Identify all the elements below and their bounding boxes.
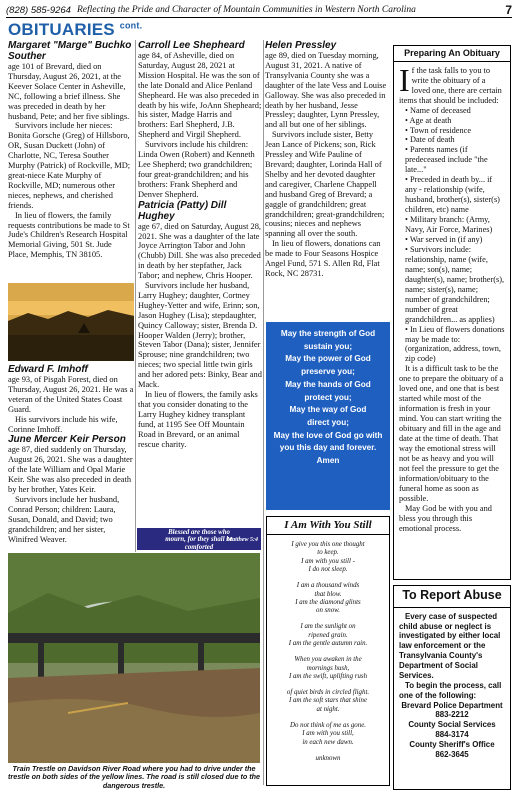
list-item: • Parents names (if predeceased include "the late..." <box>405 145 505 175</box>
list-item: • Military branch: (Army, Navy, Air Force, Marines) <box>405 215 505 235</box>
obituary-text: In lieu of flowers, the family requests contributions be made to St Jude's Children's Research Hospital Memorial Giving, 501 St. Jude Place, Memphis, TN 38105. <box>8 210 130 260</box>
contact-name: Brevard Police Department <box>401 700 503 710</box>
poem-box <box>266 516 390 786</box>
obituary-text: age 93, of Pisgah Forest, died on Thursday, August 26, 2021. He was a veteran of the United States Coast Guard. <box>8 375 134 414</box>
preparing-text: May God be with you and bless you through this emotional process. <box>399 503 492 533</box>
list-item: • Name of deceased <box>405 106 505 116</box>
blessing-box: May the strength of God sustain you; May the power of God preserve you; May the hands of God protect you; May the way of God direct you; May the love of God go with you this day and forever. Amen <box>266 322 390 510</box>
poem-stanza: I am a thousand winds that blow. I am the diamond glints on snow. <box>295 582 361 615</box>
preparing-title: Preparing An Obituary <box>394 46 510 62</box>
obituary-text: His survivors include his wife, Corinne Imhoff. <box>8 414 118 434</box>
abuse-text: To begin the process, call one of the following: <box>399 680 502 700</box>
header-tagline: Reflecting the Pride and Character of Mountain Communities in Western North Carolina <box>76 5 416 15</box>
page-number: 7 <box>505 3 512 17</box>
abuse-text: Every case of suspected child abuse or neglect is investigated by either local law enforcement or the Transylvania County's Department of Social Services. <box>399 611 501 680</box>
obituary-text: age 89, died on Tuesday morning, August 31, 2021. A native of Transylvania County she was a daughter of the late Vess and Louise Galloway. She was also preceded in death by her husband, Jesse Pressley; daughter, Lynn Pressley, and all but one of her siblings. <box>265 51 387 130</box>
preparing-text: It is a difficult task to be the one to prepare the obituary of a loved one, and one that is best started while most of the information is fresh in your mind. You can start writing the obituary and fill in the age and date at the time of death. That way the emotional stress will not be as heavy and you will not feel the pressure to get the information/obituary to the funeral home as soon as possible. <box>399 364 504 503</box>
obituary-text: age 84, of Asheville, died on Saturday, August 28, 2021 at Mission Hospital. He was the son of the late Donald and Alice Penland Shepheard. He was also preceded in death by his wife, JoAnn Shepheard; his sister, Madge Harris and brothers: Earl Shepherd, J.B. Shepherd and Virgil Shepherd. <box>138 51 262 140</box>
scripture-banner: Blessed are those who mourn, for they shall be comforted Matthew 5:4 <box>137 528 261 550</box>
list-item: • Survivors include: relationship, name (wife, name; son(s), name; daughter(s), name; brother(s), name; sister(s), name; number of grandchildren; number of great grandchildren... as applies) <box>405 245 505 325</box>
obituary-text: age 67, died on Saturday, August 28, 2021. She was a daughter of the late Joyce Arrington Tabor and John (Chubb) Dill. She was also preceded in death by her stepfather, Jack Tabor; and nephew, Chris Hooper. <box>138 221 261 281</box>
poem-title: I Am With You Still <box>267 517 389 535</box>
obituary-text: In lieu of flowers, the family asks that you consider donating to the Larry Hughey kidney transplant fund, at 1195 See Off Mountain Road in Brevard, or an animal rescue charity. <box>138 390 258 449</box>
list-item: • Date of death <box>405 135 505 145</box>
obituary-text: Survivors include her nieces: Bonita Gorsche (Greg) of Hillsboro, OR, Susan Duckett (John) of Charlotte, NC, Teresa Souther Murphy (Patrick) of Rockville, MD; great-niece Kate Murphy of Rockville, MD; numerous other nieces, nephews, and cherished friends. <box>8 121 131 210</box>
obituary-name: Helen Pressley <box>265 40 337 51</box>
contact-phone: 862-3645 <box>435 749 469 759</box>
contact-name: County Social Services <box>408 720 496 730</box>
contact-phone: 884-3174 <box>435 730 469 740</box>
photo-caption: Train Trestle on Davidson River Road where you had to drive under the trestle on both sides of the yellow lines. The road is still closed due to the dangerous trestle. <box>8 764 261 790</box>
obituary-name: Patricia (Patty) Dill Hughey <box>138 199 227 222</box>
report-abuse-title: To Report Abuse <box>394 586 510 608</box>
contact-name: County Sheriff's Office <box>409 740 495 749</box>
poem-stanza: I am the sunlight on ripened grain. I am the gentle autumn rain. <box>288 623 368 647</box>
list-item: • In Lieu of flowers donations may be made to: (organization, address, town, zip code) <box>405 325 505 365</box>
header-phone: (828) 585-9264 <box>6 4 71 16</box>
poem-stanza: of quiet birds in circled flight. I am the soft stars that shine at night. <box>286 689 370 713</box>
poem-stanza: When you awaken in the mornings hush, I am the swift, uplifting rush <box>288 656 368 680</box>
obituary-text: age 87, died suddenly on Thursday, August 26, 2021. She was a daughter of the late William and Opal Marie Keir. She was also preceded in death by her brother, Yates Keir. <box>8 445 133 495</box>
list-item: • War served in (if any) <box>405 235 505 245</box>
poem-stanza: I give you this one thought to keep. I am with you still - I do not sleep. <box>291 541 365 574</box>
train-trestle-photo <box>8 553 260 763</box>
report-abuse-box <box>393 585 511 790</box>
scripture-reference: Matthew 5:4 <box>226 536 258 543</box>
poem-stanza: Do not think of me as gone. I am with you still, in each new dawn. <box>290 721 366 746</box>
obituary-text: In lieu of flowers, donations can be made to Four Seasons Hospice Angel Fund, 571 S. Allen Rd, Flat Rock, NC 28731. <box>265 239 381 278</box>
column-2 <box>138 40 262 449</box>
obituary-name: Edward F. Imhoff <box>8 364 88 375</box>
obituary-name: Carroll Lee Shepheard <box>138 40 245 51</box>
list-item: • Preceded in death by... if any - relationship (wife, husband, brother(s), sister(s) children, etc) name <box>405 175 505 215</box>
obituary-name: Margaret "Marge" Buchko Souther <box>8 40 132 62</box>
header-rule <box>6 17 512 18</box>
obituary-text: Survivors include her husband, Conrad Person; children: Laura, Susan, Donald, and David; two grandchildren; and her sister, Winifred Weaver. <box>8 494 120 544</box>
obituary-text: Survivors include his children: Linda Owen (Robert) and Kenneth Lee Shepherd; two grandchildren; four great-grandchildren; and his brothers: Frank Shepherd and Denver Shepherd. <box>138 140 255 199</box>
list-item: • Age at death <box>405 116 505 126</box>
obituary-name: June Mercer Keir Person <box>8 434 126 446</box>
column-divider <box>135 40 136 552</box>
column-3 <box>265 40 389 279</box>
list-item: • Town of residence <box>405 126 505 136</box>
preparing-obituary-box <box>393 45 511 580</box>
column-1-lower <box>8 364 134 545</box>
obituary-text: Survivors include sister, Betty Jean Lance of Pickens; son, Rick Pressley and Wife Pauline of Brevard; daughter, Lorinda Hall of Shelby and her devoted daughter and caregiver, Charlene Chappell and husband Greg of Brevard; a gaggle of grandchildren; great grandchildren; great-grandchildren; cousins; nieces and nephews spanning all over the south. <box>265 130 385 239</box>
landscape-photo <box>8 283 134 361</box>
obituary-items-list <box>399 106 505 365</box>
column-divider <box>263 40 264 785</box>
obituary-text: Survivors include her husband, Larry Hughey; daughter, Cortney Hughey-Yetter and wife, Erinn; son, Jason Hughey (Lisa); stepdaughter, Quincy Calloway; sister, Brenda D. Hooper Walden (Jerry); brother, Steven Tabor (Dana); sister, Jennifer Sprouse; nine grandchildren; two nieces; two special little twin girls and her adored pets: Binky, Bear and Mack. <box>138 281 262 390</box>
page-header <box>6 3 512 17</box>
drop-cap: I <box>399 61 410 98</box>
contact-phone: 883-2212 <box>435 710 469 720</box>
obituary-text: age 101 of Brevard, died on Thursday, August 26, 2021, at the Keever Solace Center in Asheville, NC, following a brief illness. She was preceded in death by her husband, Pete; and her five siblings. <box>8 62 130 121</box>
preparing-intro: f the task falls to you to write the obituary of a loved one, there are certain items that should be included: <box>399 65 502 105</box>
poem-author: unknown <box>315 754 341 762</box>
column-1 <box>8 40 134 260</box>
section-title: OBITUARIES $^{cont.}$ <box>8 20 143 39</box>
